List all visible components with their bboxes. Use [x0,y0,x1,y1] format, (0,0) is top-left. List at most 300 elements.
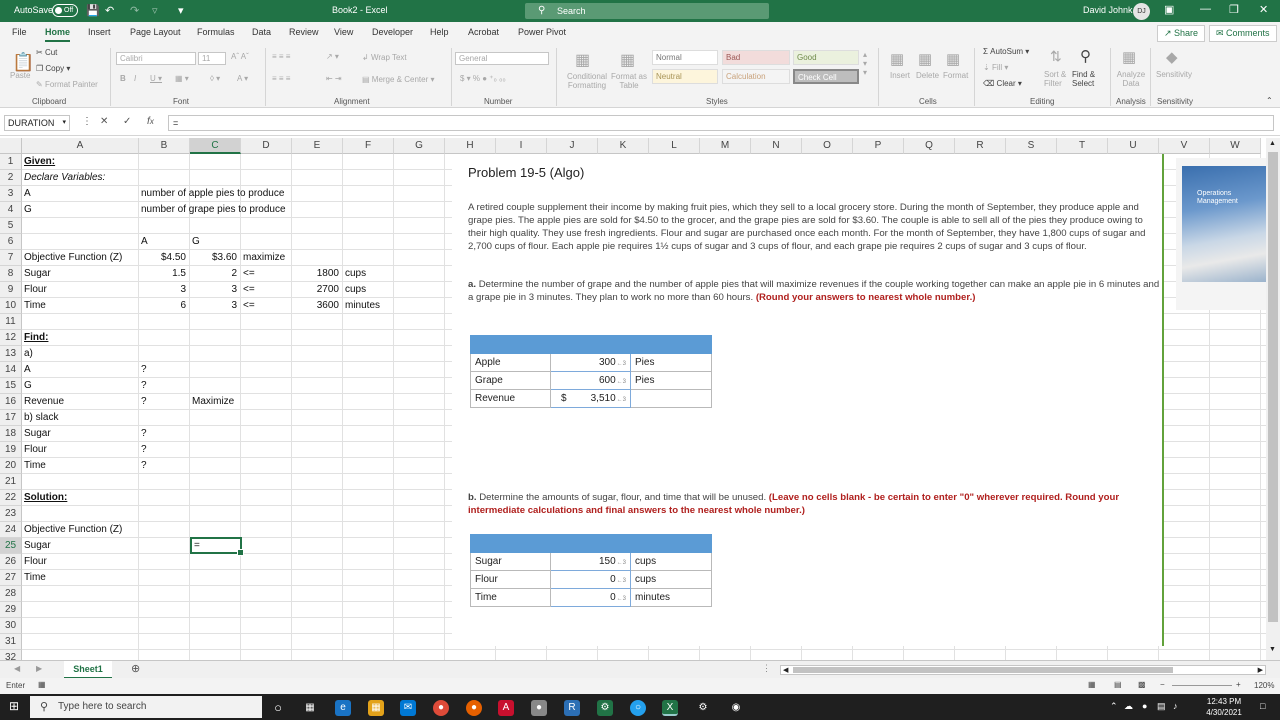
document-title: Book2 - Excel [332,5,388,15]
cell-a7[interactable]: Objective Function (Z) [24,252,123,263]
row-unit: Pies [631,354,712,372]
column-header-d[interactable]: D [241,138,292,154]
find-select-button[interactable]: Find & Select [1072,70,1096,88]
search-icon: ⚲ [538,5,546,16]
fill-color-icon[interactable]: ◊ ▾ [210,74,221,83]
analyze-data-button[interactable]: Analyze Data [1116,70,1146,88]
cell-a22[interactable]: Solution: [24,492,68,503]
column-header-f[interactable]: F [343,138,394,154]
apple-answer-input[interactable] [551,354,631,372]
ribbon-tabs [0,22,1280,44]
prev-sheet-icon[interactable]: ◀ [14,664,21,673]
cell-a19[interactable]: Flour [24,444,47,455]
cell-c16[interactable]: Maximize [192,396,235,407]
enter-icon[interactable]: ✓ [123,116,132,127]
row-label: Apple [471,354,551,372]
ribbon-separator [265,48,266,106]
part-b-label: b. [468,492,477,503]
row-header-30[interactable]: 30 [0,618,22,634]
problem-panel [452,154,1164,646]
cell-a15[interactable]: G [24,380,32,391]
cell-a1[interactable]: Given: [24,156,56,167]
cell-a13[interactable]: a) [24,348,33,359]
tab-view[interactable]: View [334,27,354,37]
grape-answer-input[interactable] [551,372,631,390]
accessibility-icon[interactable]: ▦ [38,680,46,689]
acrobat-icon[interactable]: A [498,700,514,716]
tray-chevron-icon[interactable]: ⌃ [1110,701,1118,711]
borders-icon[interactable]: ▦ ▾ [175,74,189,83]
autosave-toggle[interactable]: Off [52,4,78,17]
search-box[interactable] [525,3,769,19]
indent-icon[interactable]: ⇤ ⇥ [326,74,342,83]
tab-page-layout[interactable]: Page Layout [130,27,181,37]
collapse-ribbon-icon[interactable]: ⌃ [1266,96,1273,105]
horizontal-scrollbar[interactable] [780,665,1266,675]
active-cell-c25[interactable]: = [190,537,242,554]
cell-f8[interactable]: cups [345,268,367,279]
row-header-3[interactable]: 3 [0,186,22,202]
tab-review[interactable]: Review [289,27,319,37]
cell-c10[interactable]: 3 [231,300,237,311]
sheet-tab-sheet1[interactable]: Sheet1 [64,661,112,679]
taskbar-search-placeholder: Type here to search [58,701,147,712]
problem-intro: A retired couple supplement their income by making fruit pies, which they sell to a local grocery store. During the month of September, they produce apple and grape pies. The apple pies are sold for $4.50 to the grocer, and the grape pies are sold for $3.60. The couple is able to sell all of the pies they produce owing to their high quality. They use fresh ingredients. Flour and sugar are purchased once each month. For the month of September, they have 1,800 cups of sugar and 2,700 cups of flour. Each apple pie requires 1½ cups of sugar and 3 cups of flour, and each grape pie requires 2 cups of sugar and 3 cups of flour. [468,202,1146,252]
arrow-icon: ←3 [616,397,626,403]
row-header-7[interactable]: 7 [0,250,22,266]
autosave-label: AutoSave [14,5,54,15]
cell-b7[interactable]: $4.50 [160,252,186,263]
row-header-20[interactable]: 20 [0,458,22,474]
table-row [471,589,712,607]
cell-b10[interactable]: 6 [180,300,186,311]
row-header-27[interactable]: 27 [0,570,22,586]
cell-a18[interactable]: Sugar [24,428,51,439]
sort-filter-icon[interactable]: ⇅ [1050,48,1062,64]
format-painter-button[interactable]: ✎ Format Painter [36,80,98,89]
sensitivity-button[interactable]: Sensitivity [1156,70,1193,79]
delete-cells-button[interactable]: Delete [916,71,940,80]
row-label: Time [471,589,551,607]
column-header-e[interactable]: E [292,138,343,154]
sort-filter-button[interactable]: Sort & Filter [1044,70,1067,88]
cell-c8[interactable]: 2 [231,268,237,279]
page-layout-view-icon[interactable]: ▤ [1114,680,1122,689]
conditional-formatting-icon[interactable]: ▦ [575,52,591,69]
row-header-13[interactable]: 13 [0,346,22,362]
row-header-9[interactable]: 9 [0,282,22,298]
tab-file[interactable]: File [12,27,27,37]
cell-d7[interactable]: maximize [243,252,286,263]
orientation-icon[interactable]: ↗ ▾ [326,52,339,61]
cell-a12[interactable]: Find: [24,332,49,343]
column-header-g[interactable]: G [394,138,445,154]
format-as-table-icon[interactable]: ▦ [620,52,636,69]
taskbar-search[interactable] [30,696,262,718]
insert-cells-icon[interactable]: ▦ [890,51,905,68]
row-header-25[interactable]: 25 [0,538,22,554]
book-cover-title: Operations Management [1197,190,1238,205]
font-name-select[interactable]: Calibri [116,52,196,65]
tab-data[interactable]: Data [252,27,272,37]
zoom-level[interactable]: 120% [1254,681,1275,690]
column-header-o[interactable]: O [802,138,853,154]
fill-label: Fill [991,63,1003,72]
part-b-question: Determine the amounts of sugar, flour, and time that will be unused. [479,492,767,503]
cell-a4[interactable]: G [24,204,32,215]
more-icon: ⋮ [82,116,92,127]
formula-input[interactable]: = [168,115,1274,131]
row-header-11[interactable]: 11 [0,314,22,330]
user-name[interactable]: David Johnk [1083,5,1133,15]
undo-icon[interactable]: ↶ [105,5,115,17]
cancel-icon[interactable]: ✕ [100,116,109,127]
insert-function-icon[interactable]: fx [147,116,154,127]
app-icon[interactable]: ○ [630,700,646,716]
cell-c7[interactable]: $3.60 [211,252,237,263]
currency-symbol: $ [561,393,567,404]
cell-b18[interactable]: ? [141,428,147,439]
row-unit: Pies [631,372,712,390]
excel-icon[interactable]: X [662,700,678,716]
cell-d10[interactable]: <= [243,300,255,311]
gear-icon[interactable]: ⚙ [698,702,708,713]
cell-a3[interactable]: A [24,188,31,199]
edge-icon[interactable]: e [335,700,351,716]
row-header-28[interactable]: 28 [0,586,22,602]
apple-value: 300 [598,357,616,368]
cut-button[interactable]: ✂ Cut [36,48,58,57]
cell-b20[interactable]: ? [141,460,147,471]
row-unit: cups [631,553,712,571]
tab-developer[interactable]: Developer [372,27,414,37]
row-header-1[interactable]: 1 [0,154,22,170]
cell-a26[interactable]: Flour [24,556,47,567]
alignment-group-label: Alignment [334,97,370,106]
book-cover-image [1182,166,1266,282]
tab-formulas[interactable]: Formulas [197,27,235,37]
row-header-4[interactable]: 4 [0,202,22,218]
analyze-data-icon[interactable]: ▦ [1122,49,1137,66]
ribbon-separator [1150,48,1151,106]
cell-a8[interactable]: Sugar [24,268,51,279]
arrow-icon: ←3 [616,379,626,385]
part-b-note: (Leave no cells blank - be certain to enter "0" wherever required. Round your intermediate calculations and final answers to the nearest whole number.) [468,492,1120,516]
row-label: Grape [471,372,551,390]
zoom-in-icon[interactable]: + [1236,680,1241,689]
file-explorer-icon[interactable]: ▦ [368,700,384,716]
grow-font-icon[interactable]: Aˆ Aˇ [231,52,249,61]
column-header-q[interactable]: Q [904,138,955,154]
styles-group-label: Styles [706,97,728,106]
problem-title: Problem 19-5 (Algo) [468,165,585,180]
cell-f10[interactable]: minutes [345,300,381,311]
volume-icon[interactable]: ♪ [1173,701,1178,711]
row-header-22[interactable]: 22 [0,490,22,506]
column-header-n[interactable]: N [751,138,802,154]
conditional-formatting-button[interactable]: Conditional Formatting [566,72,608,90]
close-icon[interactable]: ✕ [1259,4,1269,16]
avatar[interactable]: DJ [1133,3,1150,20]
copy-button[interactable]: ❐ Copy ▾ [36,64,71,73]
minimize-icon[interactable]: — [1200,3,1211,15]
normal-view-icon[interactable]: ▦ [1088,680,1096,689]
autosum-button[interactable]: Σ AutoSum ▾ [983,47,1030,56]
notifications-icon[interactable]: □ [1260,701,1266,711]
row-header-19[interactable]: 19 [0,442,22,458]
merge-center-button[interactable]: ▤ Merge & Center ▾ [362,75,435,84]
table-row [471,354,712,372]
part-a-question: Determine the number of grape and the number of apple pies that will maximize revenues if the couple working together can make an apple pie in 6 minutes and a grape pie in 3 minutes. They plan to work no more than 60 hours. [468,279,1160,303]
ribbon [0,44,1280,108]
italic-icon[interactable]: I [134,74,137,83]
clock-date: 4/30/2021 [1206,708,1242,717]
tab-insert[interactable]: Insert [88,27,111,37]
number-format-select[interactable]: General [455,52,549,65]
row-header-12[interactable]: 12 [0,330,22,346]
row-label: Revenue [471,390,551,408]
format-cells-icon[interactable]: ▦ [946,51,961,68]
time-answer-input[interactable] [551,589,631,607]
clear-button[interactable]: ⌫ Clear ▾ [983,79,1022,88]
revenue-answer-input[interactable] [551,390,631,408]
fill-button[interactable]: ⇣ Fill ▾ [983,63,1009,72]
cell-e8[interactable]: 1800 [316,268,339,279]
comments-button[interactable]: ✉ Comments [1209,25,1277,42]
row-header-6[interactable]: 6 [0,234,22,250]
save-icon[interactable]: 💾 [86,5,100,17]
style-check-cell[interactable]: Check Cell [793,69,859,84]
filter-icon[interactable]: ▿ [152,5,158,17]
cell-a9[interactable]: Flour [24,284,47,295]
cell-a16[interactable]: Revenue [24,396,65,407]
style-normal[interactable]: Normal [652,50,718,65]
cell-b4[interactable]: number of grape pies to produce [141,204,286,215]
column-header-t[interactable]: T [1057,138,1108,154]
style-neutral[interactable]: Neutral [652,69,718,84]
table-row [471,553,712,571]
add-sheet-icon[interactable]: ⊕ [131,663,141,675]
column-header-l[interactable]: L [649,138,700,154]
status-mode: Enter [6,681,26,690]
cortana-icon[interactable]: ○ [274,700,282,715]
scroll-up-icon[interactable]: ▲ [1269,140,1276,147]
comments-label: Comments [1226,28,1270,38]
row-unit: cups [631,571,712,589]
column-header-m[interactable]: M [700,138,751,154]
grape-value: 600 [598,375,616,386]
style-bad[interactable]: Bad [722,50,790,65]
cell-d8[interactable]: <= [243,268,255,279]
column-header-v[interactable]: V [1159,138,1210,154]
row-header-31[interactable]: 31 [0,634,22,650]
sugar-answer-input[interactable] [551,553,631,571]
row-header-10[interactable]: 10 [0,298,22,314]
ribbon-separator [974,48,975,106]
cut-label: Cut [44,48,58,57]
underline-icon[interactable]: U ▾ [150,74,163,83]
column-header-k[interactable]: K [598,138,649,154]
horizontal-scroll-thumb[interactable] [793,667,1173,673]
mail-icon[interactable]: ✉ [400,700,416,716]
cell-c6[interactable]: G [192,236,200,247]
bold-icon[interactable]: B [120,74,126,83]
row-gridline [22,649,1266,650]
r-icon[interactable]: R [564,700,580,716]
sensitivity-icon[interactable]: ◆ [1166,49,1178,66]
clock-time: 12:43 PM [1206,697,1242,706]
column-header-j[interactable]: J [547,138,598,154]
cell-b19[interactable]: ? [141,444,147,455]
scroll-right-icon[interactable]: ▶ [1257,667,1263,674]
cell-a25[interactable]: Sugar [24,540,51,551]
row-header-17[interactable]: 17 [0,410,22,426]
row-header-8[interactable]: 8 [0,266,22,282]
cell-a27[interactable]: Time [24,572,46,583]
zoom-out-icon[interactable]: − [1160,680,1165,689]
ribbon-separator [1110,48,1111,106]
scroll-left-icon[interactable]: ◀ [783,667,789,674]
column-header-r[interactable]: R [955,138,1006,154]
column-header-p[interactable]: P [853,138,904,154]
cell-b3[interactable]: number of apple pies to produce [141,188,285,199]
vertical-scroll-thumb[interactable] [1268,152,1278,622]
row-header-23[interactable]: 23 [0,506,22,522]
taskbar-clock[interactable] [1196,696,1252,718]
vertical-scrollbar[interactable] [1266,138,1280,660]
arrow-icon: ←3 [616,578,626,584]
row-header-26[interactable]: 26 [0,554,22,570]
lock-icon[interactable]: ● [531,700,547,716]
cell-a17[interactable]: b) slack [24,412,59,423]
cell-a24[interactable]: Objective Function (Z) [24,524,123,535]
insert-cells-button[interactable]: Insert [890,71,911,80]
chrome-icon[interactable]: ● [433,700,449,716]
column-header-c[interactable]: C [190,138,241,154]
row-unit [631,390,712,408]
font-size-select[interactable]: 11 [198,52,226,65]
align-left-icon[interactable]: ≡ ≡ ≡ [272,74,291,83]
windows-start-icon[interactable]: ⊞ [9,699,20,713]
find-select-icon[interactable]: ⚲ [1080,48,1091,65]
font-group-label: Font [173,97,190,106]
column-header-u[interactable]: U [1108,138,1159,154]
tab-acrobat[interactable]: Acrobat [468,27,500,37]
column-header-i[interactable]: I [496,138,547,154]
restore-icon[interactable]: ❐ [1229,4,1239,16]
ribbon-separator [110,48,111,106]
cell-a14[interactable]: A [24,364,31,375]
row-header-18[interactable]: 18 [0,426,22,442]
record-icon[interactable]: ◉ [731,702,741,713]
cell-d9[interactable]: <= [243,284,255,295]
next-sheet-icon[interactable]: ▶ [36,664,43,673]
row-header-2[interactable]: 2 [0,170,22,186]
windows-taskbar [0,694,1280,720]
part-a-label: a. [468,279,477,290]
cell-a20[interactable]: Time [24,460,46,471]
cell-b8[interactable]: 1.5 [172,268,186,279]
row-header-21[interactable]: 21 [0,474,22,490]
share-button[interactable]: ↗ Share [1157,25,1205,42]
cell-b16[interactable]: ? [141,396,147,407]
currency-icon[interactable]: $ ▾ % ● ⁺₀ ₀₀ [460,74,506,83]
page-break-view-icon[interactable]: ▩ [1138,680,1146,689]
cell-e10[interactable]: 3600 [316,300,339,311]
cell-b6[interactable]: A [141,236,148,247]
redo-icon[interactable]: ↷ [130,5,140,17]
paste-icon[interactable]: 📋 [12,52,35,72]
tab-home[interactable]: Home [45,27,71,37]
part-a-text [468,278,1160,304]
task-view-icon[interactable]: ▦ [305,702,315,713]
row-header-24[interactable]: 24 [0,522,22,538]
column-header-h[interactable]: H [445,138,496,154]
tab-help[interactable]: Help [430,27,449,37]
format-cells-button[interactable]: Format [943,71,969,80]
row-header-15[interactable]: 15 [0,378,22,394]
time-value: 0 [610,592,616,603]
network-icon[interactable]: ▤ [1157,701,1166,711]
ribbon-display-icon[interactable]: ▣ [1164,4,1175,16]
cell-f9[interactable]: cups [345,284,367,295]
row-header-29[interactable]: 29 [0,602,22,618]
part-b-text [468,491,1160,517]
zoom-slider[interactable] [1172,685,1232,686]
flour-answer-input[interactable] [551,571,631,589]
tab-power-pivot[interactable]: Power Pivot [518,27,567,37]
select-all-corner[interactable] [0,138,22,154]
cell-e9[interactable]: 2700 [316,284,339,295]
column-header-b[interactable]: B [139,138,190,154]
microphone-icon[interactable]: ● [1142,701,1148,711]
align-top-icon[interactable]: ≡ ≡ ≡ [272,52,291,61]
clear-label: Clear [996,79,1016,88]
cell-b14[interactable]: ? [141,364,147,375]
cell-b15[interactable]: ? [141,380,147,391]
paste-button[interactable]: Paste [10,71,31,80]
row-header-32[interactable]: 32 [0,650,22,660]
column-header-s[interactable]: S [1006,138,1057,154]
wrap-text-button[interactable]: ↲ Wrap Text [362,53,407,62]
arrow-icon: ←3 [616,560,626,566]
style-calculation[interactable]: Calculation [722,69,790,84]
scroll-down-icon[interactable]: ▼ [1269,646,1276,653]
title-bar [0,0,1280,22]
font-color-icon[interactable]: A ▾ [237,74,249,83]
cloud-icon[interactable]: ☁ [1124,701,1133,711]
delete-cells-icon[interactable]: ▦ [918,51,933,68]
cell-c9[interactable]: 3 [231,284,237,295]
arrow-icon: ←3 [616,596,626,602]
cell-b9[interactable]: 3 [180,284,186,295]
name-box[interactable] [4,115,70,131]
row-header-5[interactable]: 5 [0,218,22,234]
cell-a10[interactable]: Time [24,300,46,311]
cells-group-label: Cells [919,97,937,106]
row-header-14[interactable]: 14 [0,362,22,378]
style-good[interactable]: Good [793,50,859,65]
row-header-16[interactable]: 16 [0,394,22,410]
column-header-w[interactable]: W [1210,138,1261,154]
settings-app-icon[interactable]: ⚙ [597,700,613,716]
format-as-table-button[interactable]: Format as Table [610,72,647,90]
column-header-a[interactable]: A [22,138,139,154]
customize-qat-icon[interactable]: ▾ [178,5,184,17]
cell-a2[interactable]: Declare Variables: [24,172,106,183]
styles-scroll-icon[interactable]: ▴ ▾ ▾ [863,50,868,77]
firefox-icon[interactable]: ● [466,700,482,716]
